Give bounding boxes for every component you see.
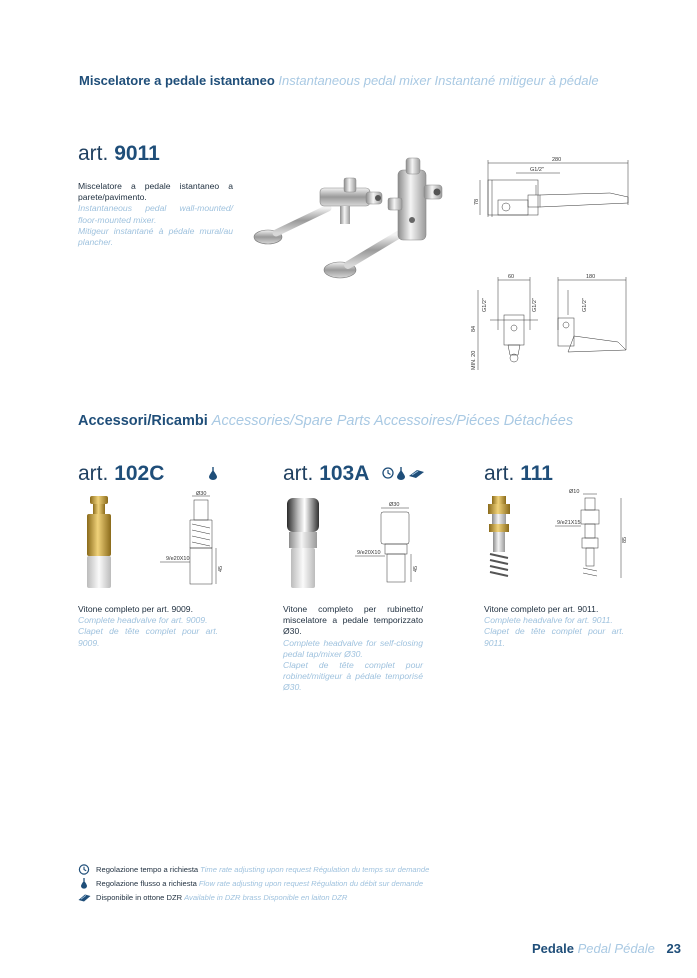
drawing-dim-60: 60 bbox=[508, 274, 515, 280]
headvalve-102c-drawing bbox=[160, 490, 230, 590]
accessory-111-description: Vitone completo per art. 9011. Complete headvalve for art. 9011. Clapet de tête complet pour art. 9011. bbox=[484, 604, 624, 648]
accessory-103a-description: Vitone completo per rubinetto/ miscelatore a pedale temporizzato Ø30. Complete headvalve for self-closing pedal tap/mixer Ø30. Clapet de tête complet pour robinet/mitigeur à pédale temporisé Ø30. bbox=[283, 604, 423, 693]
pedal-mixer-side-drawing bbox=[470, 155, 630, 230]
clock-icon bbox=[78, 864, 91, 875]
flow-drop-icon bbox=[396, 466, 406, 480]
drawing-dim-180: 180 bbox=[586, 274, 596, 280]
legend-item-dzr: Disponibile in ottone DZR Available in DZR brass Disponible en laiton DZR bbox=[78, 892, 347, 903]
header-title-bold: Miscelatore a pedale istantaneo bbox=[79, 73, 275, 88]
page-header bbox=[79, 73, 599, 88]
accessory-103a-art: art. 103A bbox=[283, 462, 370, 485]
footer-section-bold: Pedale bbox=[532, 941, 574, 956]
headvalve-103a-drawing bbox=[355, 500, 425, 590]
legend-item-flow: Regolazione flusso a richiesta Flow rate adjusting upon request Régulation du débit sur demande bbox=[78, 878, 423, 889]
page-number: 23 bbox=[666, 941, 681, 956]
main-product-number: 9011 bbox=[114, 142, 160, 165]
page-footer bbox=[532, 941, 681, 956]
svg-text:Ø30: Ø30 bbox=[196, 491, 207, 497]
drawing-dim-thread: G1/2" bbox=[530, 167, 544, 173]
pedal-mixer-photo bbox=[248, 150, 448, 290]
headvalve-103a-photo bbox=[285, 496, 321, 591]
drawing-dim-280: 280 bbox=[552, 157, 562, 163]
svg-text:Ø10: Ø10 bbox=[569, 489, 580, 495]
drawing-thread-c: G1/2" bbox=[582, 298, 588, 312]
drawing-dim-78: 78 bbox=[474, 198, 480, 205]
pedal-mixer-front-drawing bbox=[468, 270, 633, 375]
drawing-thread-a: G1/2" bbox=[482, 298, 488, 312]
footer-section-light: Pedal Pédale bbox=[577, 941, 655, 956]
svg-text:9/e20X10: 9/e20X10 bbox=[166, 556, 190, 562]
accessory-102c-art: art. 102C bbox=[78, 462, 165, 485]
drawing-thread-b: G1/2" bbox=[532, 298, 538, 312]
dzr-brass-icon bbox=[407, 468, 425, 479]
svg-text:85: 85 bbox=[622, 536, 628, 543]
headvalve-111-photo bbox=[484, 496, 514, 581]
drawing-dim-min: MIN. 20 bbox=[471, 350, 477, 370]
accessory-102c-description: Vitone completo per art. 9009. Complete headvalve for art. 9009. Clapet de tête complet pour art. 9009. bbox=[78, 604, 218, 648]
svg-text:45: 45 bbox=[218, 565, 224, 572]
flow-drop-icon bbox=[208, 466, 218, 480]
flow-drop-icon bbox=[78, 878, 91, 889]
drawing-dim-84: 84 bbox=[471, 325, 477, 332]
svg-text:9/e20X10: 9/e20X10 bbox=[357, 550, 381, 556]
header-title-light: Instantaneous pedal mixer Instantané mitigeur à pédale bbox=[278, 73, 599, 88]
headvalve-102c-photo bbox=[84, 496, 114, 591]
headvalve-111-drawing bbox=[555, 488, 630, 583]
svg-text:9/e21X15: 9/e21X15 bbox=[557, 520, 581, 526]
dzr-brass-icon bbox=[78, 892, 91, 903]
main-product-art: art. 9011 bbox=[78, 142, 160, 165]
accessory-111-art: art. 111 bbox=[484, 462, 553, 485]
svg-text:45: 45 bbox=[413, 565, 419, 572]
main-product-description: Miscelatore a pedale istantaneo a parete/pavimento. Instantaneous pedal wall-mounted/ floor-mounted mixer. Mitigeur instantané à pédale mural/au plancher. bbox=[78, 181, 233, 248]
accessories-title: Accessori/Ricambi Accessories/Spare Parts Accessoires/Piéces Détachées bbox=[78, 413, 574, 429]
svg-text:Ø30: Ø30 bbox=[389, 502, 400, 508]
clock-icon bbox=[382, 467, 394, 479]
legend-item-time: Regolazione tempo a richiesta Time rate adjusting upon request Régulation du temps sur demande bbox=[78, 864, 429, 875]
